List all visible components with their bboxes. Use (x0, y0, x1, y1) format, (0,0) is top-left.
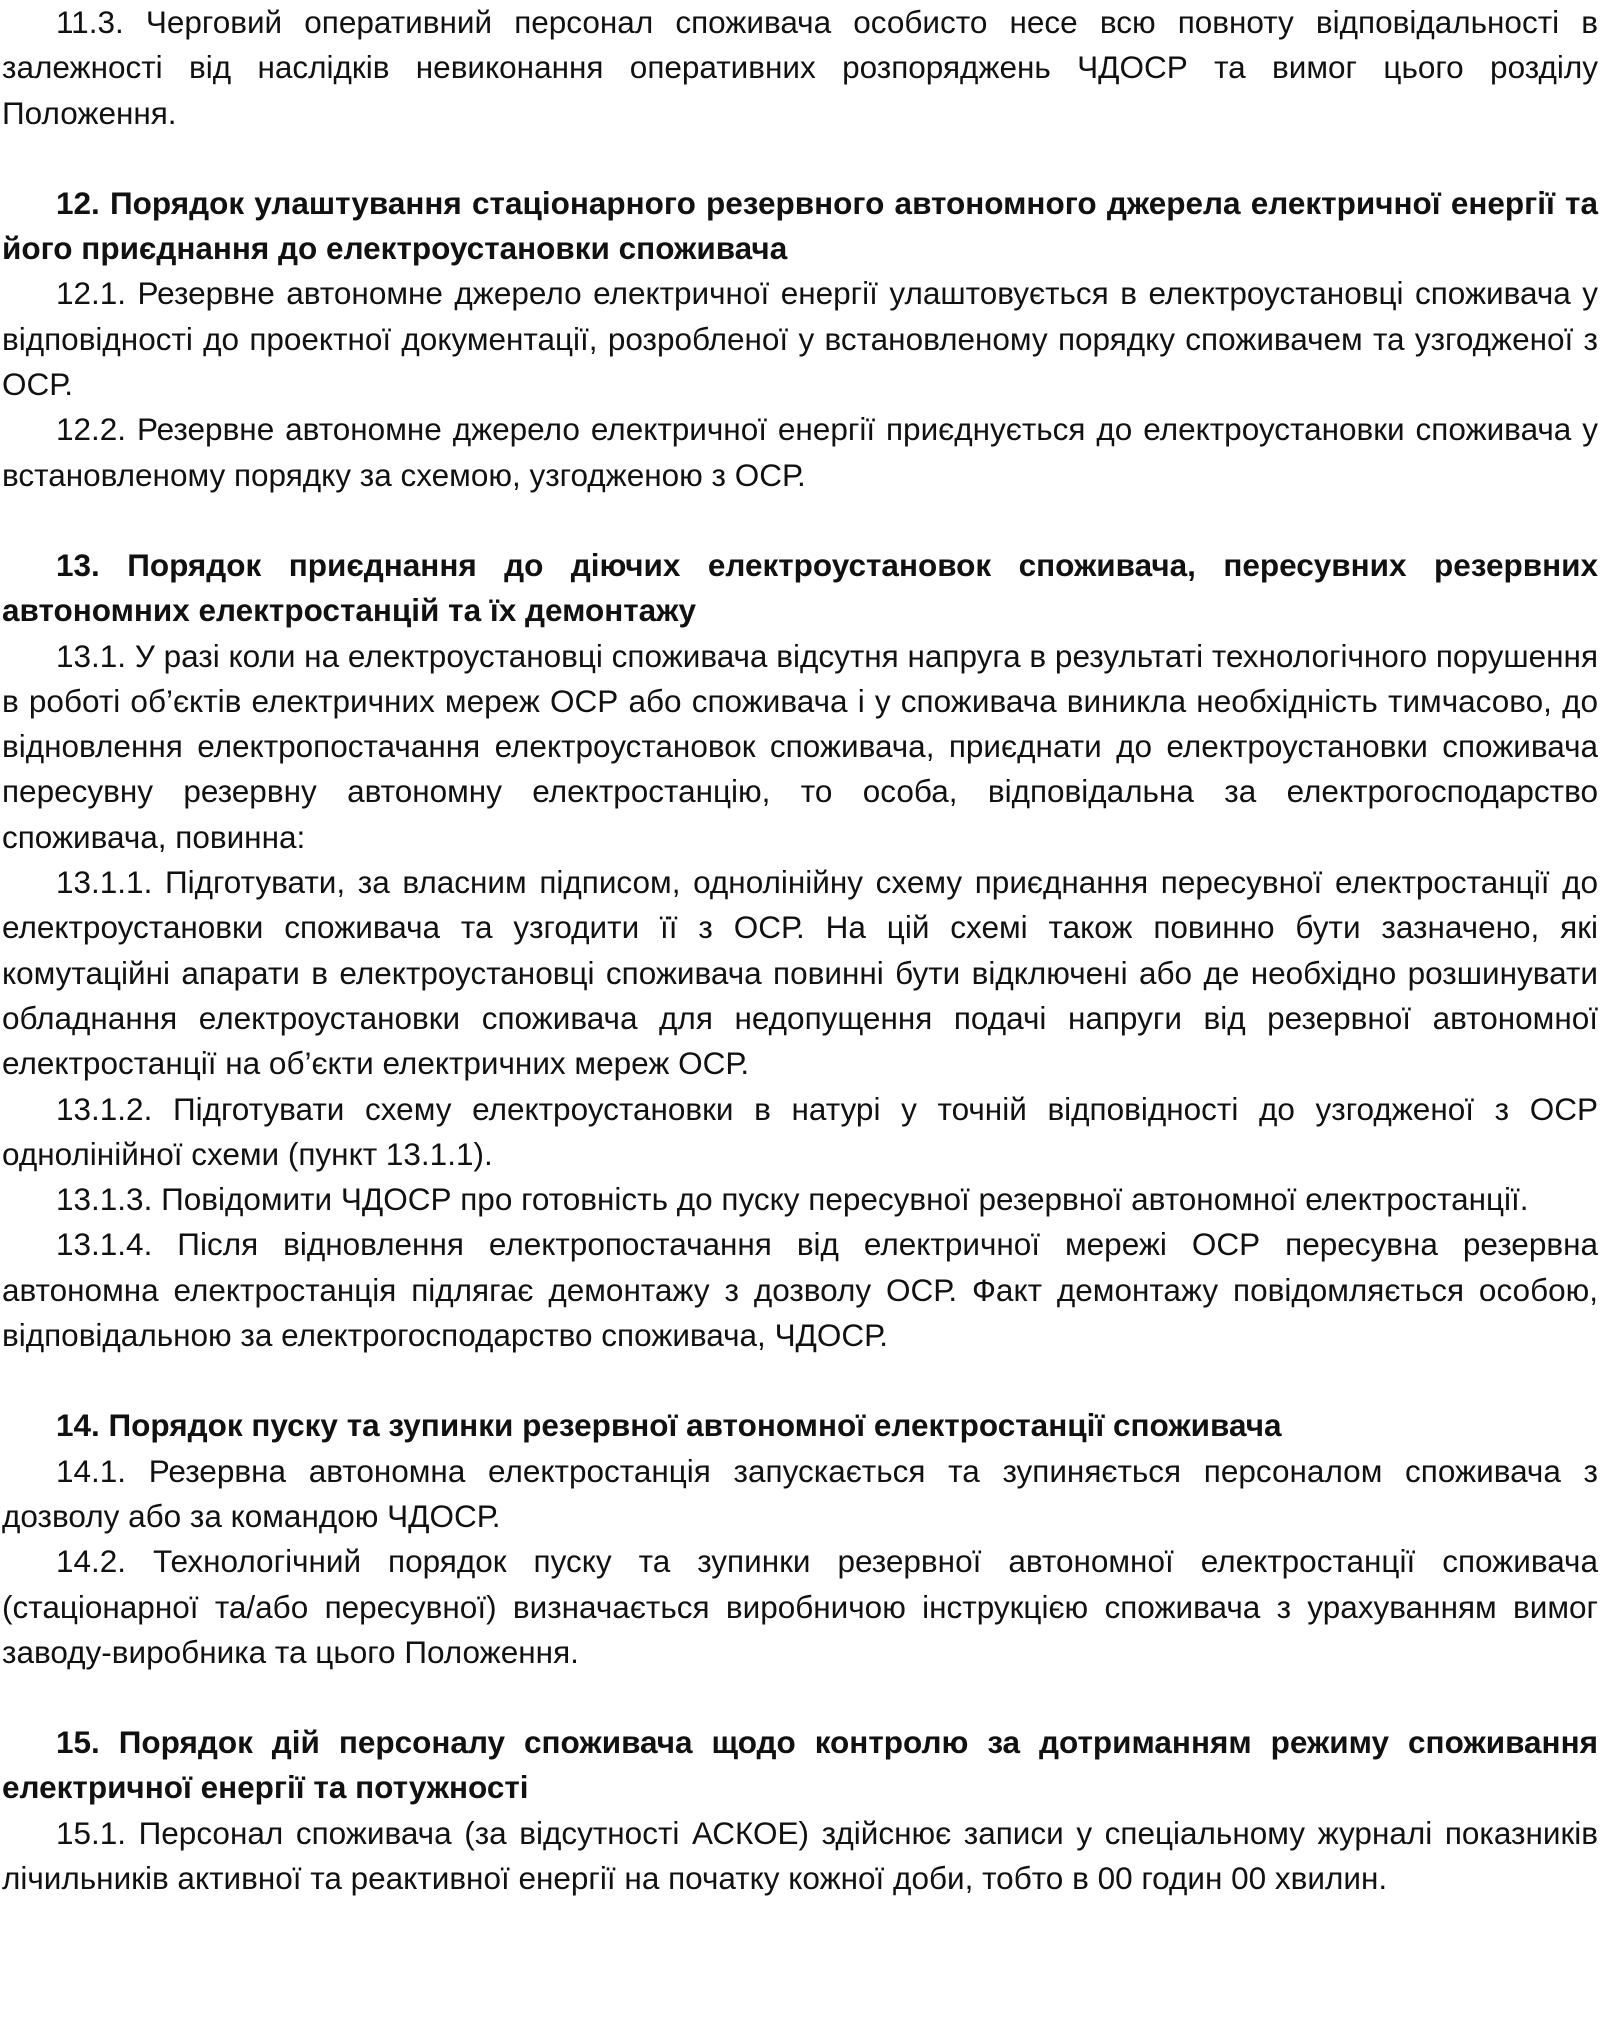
paragraph-11-3: 11.3. Черговий оперативний персонал споживача особисто несе всю повноту відповідальності в залежності від наслідків невиконання оперативних розпоряджень ЧДОСР та вимог цього розділу Положення. (2, 4, 1598, 131)
paragraph-12-1: 12.1. Резервне автономне джерело електричної енергії улаштовується в електроустановці споживача у відповідності до проектної документації, розробленої у встановленому порядку споживачем та узгодженої з ОСР. (2, 275, 1598, 403)
section-12-heading: 12. Порядок улаштування стаціонарного резервного автономного джерела електричної енергії та його приєднання до електроустановки споживача (2, 184, 1598, 267)
paragraph-13-1-4: 13.1.4. Після відновлення електропостачання від електричної мережі ОСР пересувна резервна автономна електростанція підлягає демонтажу з дозволу ОСР. Факт демонтажу повідомляється особою, відповідальною за електрогосподарство споживача, ЧДОСР. (2, 1226, 1598, 1354)
section-gap (2, 1358, 1598, 1403)
section-gap (2, 498, 1598, 543)
paragraph-14-1: 14.1. Резервна автономна електростанція запускається та зупиняється персоналом споживача з дозволу або за командою ЧДОСР. (2, 1452, 1598, 1534)
paragraph-13-1-3: 13.1.3. Повідомити ЧДОСР про готовність до пуску пересувної резервної автономної електростанції. (56, 1181, 1529, 1218)
paragraph-14-2: 14.2. Технологічний порядок пуску та зупинки резервної автономної електростанції споживача (стаціонарної та/або пересувної) визначається виробничою інструкцією споживача з урахуванням вимог заводу-виробника та цього Положення. (2, 1543, 1598, 1670)
section-13-heading: 13. Порядок приєднання до діючих електроустановок споживача, пересувних резервних автономних електростанцій та їх демонтажу (2, 546, 1598, 629)
section-gap (2, 1675, 1598, 1720)
section-13 (2, 543, 1598, 1358)
section-gap (2, 136, 1598, 181)
section-15-heading: 15. Порядок дій персоналу споживача щодо контролю за дотриманням режиму споживання електричної енергії та потужності (2, 1724, 1598, 1806)
section-15 (2, 1720, 1598, 1901)
paragraph-13-1: 13.1. У разі коли на електроустановці споживача відсутня напруга в результаті технологічного порушення в роботі об’єктів електричних мереж ОСР або споживача і у споживача виникла необхідність тимчасово, до відновлення електропостачання електроустановок споживача, приєднати до електроустановки споживача пересувну резервну автономну електростанцію, то особа, відповідальна за електрогосподарство споживача, повинна: (2, 637, 1598, 855)
paragraph-12-2: 12.2. Резервне автономне джерело електричної енергії приєднується до електроустановки споживача у встановленому порядку за схемою, узгодженою з ОСР. (2, 411, 1598, 493)
paragraph-13-1-2: 13.1.2. Підготувати схему електроустановки в натурі у точній відповідності до узгодженої з ОСР однолінійної схеми (пункт 13.1.1). (2, 1090, 1598, 1172)
paragraph-13-1-1: 13.1.1. Підготувати, за власним підписом, однолінійну схему приєднання пересувної електростанції до електроустановки споживача та узгодити її з ОСР. На цій схемі також повинно бути зазначено, які комутаційні апарати в електроустановці споживача повинні бути відключені або де необхідно розшинувати обладнання електроустановки споживача для недопущення подачі напруги від резервної автономної електростанції на об’єкти електричних мереж ОСР. (2, 864, 1598, 1082)
section-12 (2, 181, 1598, 498)
section-14-heading: 14. Порядок пуску та зупинки резервної автономної електростанції споживача (56, 1407, 1282, 1444)
section-14 (2, 1403, 1598, 1675)
paragraph-15-1: 15.1. Персонал споживача (за відсутності АСКОЕ) здійснює записи у спеціальному журналі показників лічильників активної та реактивної енергії на початку кожної доби, тобто в 00 годин 00 хвилин. (2, 1814, 1598, 1896)
